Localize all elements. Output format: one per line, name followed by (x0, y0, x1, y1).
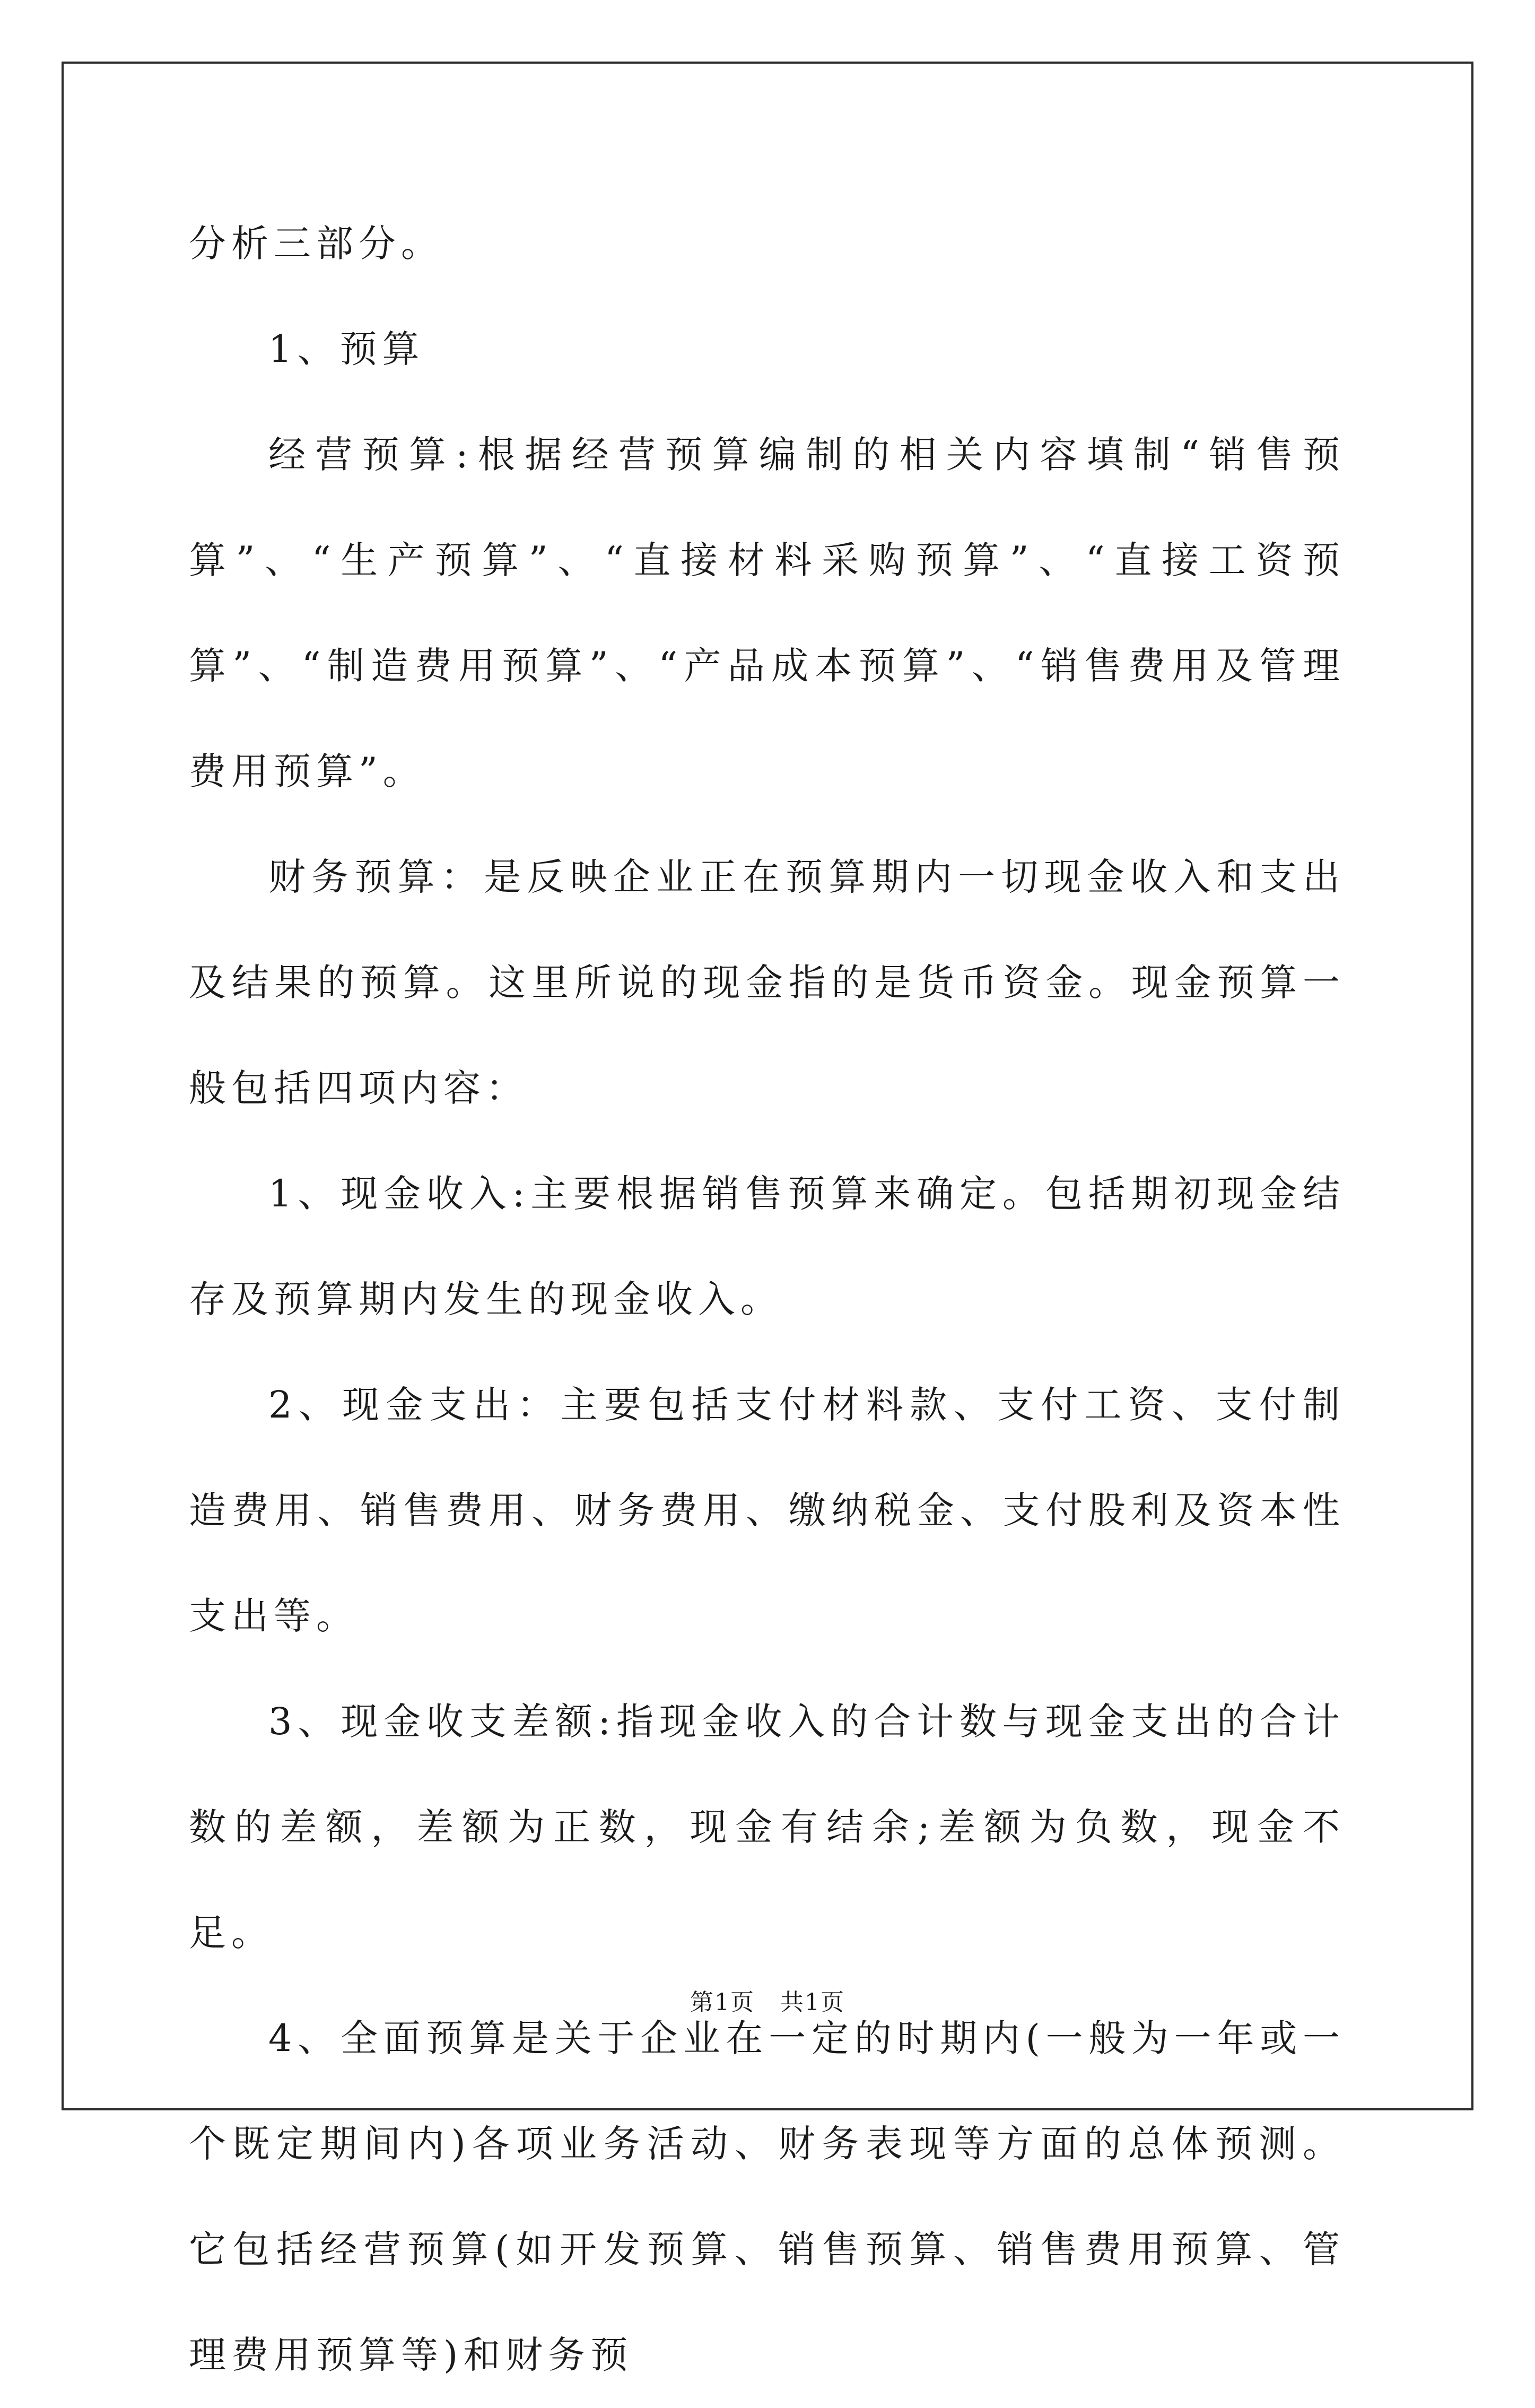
paragraph-4: 财务预算：是反映企业正在预算期内一切现金收入和支出及结果的预算。这里所说的现金指的是货币资金。现金预算一般包括四项内容： (189, 855, 1345, 1110)
page-number-total: 共1页 (780, 1989, 845, 2016)
paragraph-5: 1、现金收入:主要根据销售预算来确定。包括期初现金结存及预算期内发生的现金收入。 (189, 1172, 1345, 1321)
page-footer (0, 1983, 1535, 2017)
paragraph-6: 2、现金支出：主要包括支付材料款、支付工资、支付制造费用、销售费用、财务费用、缴纳税金、支付股利及资本性支出等。 (189, 1383, 1345, 1638)
paragraph-7: 3、现金收支差额:指现金收入的合计数与现金支出的合计数的差额，差额为正数，现金有结余;差额为负数，现金不足。 (189, 1700, 1345, 1954)
document-body (189, 191, 1345, 2408)
paragraph-1: 分析三部分。 (189, 222, 443, 265)
paragraph-8: 4、全面预算是关于企业在一定的时期内(一般为一年或一个既定期间内)各项业务活动、财务表现等方面的总体预测。它包括经营预算(如开发预算、销售预算、销售费用预算、管理费用预算等)和财务预 (189, 2016, 1345, 2377)
page-number-current: 第1页 (690, 1989, 755, 2016)
paragraph-3: 经营预算:根据经营预算编制的相关内容填制“销售预算”、“生产预算”、“直接材料采购预算”、“直接工资预算”、“制造费用预算”、“产品成本预算”、“销售费用及管理费用预算”。 (189, 433, 1345, 793)
paragraph-2: 1、预算 (268, 327, 425, 371)
